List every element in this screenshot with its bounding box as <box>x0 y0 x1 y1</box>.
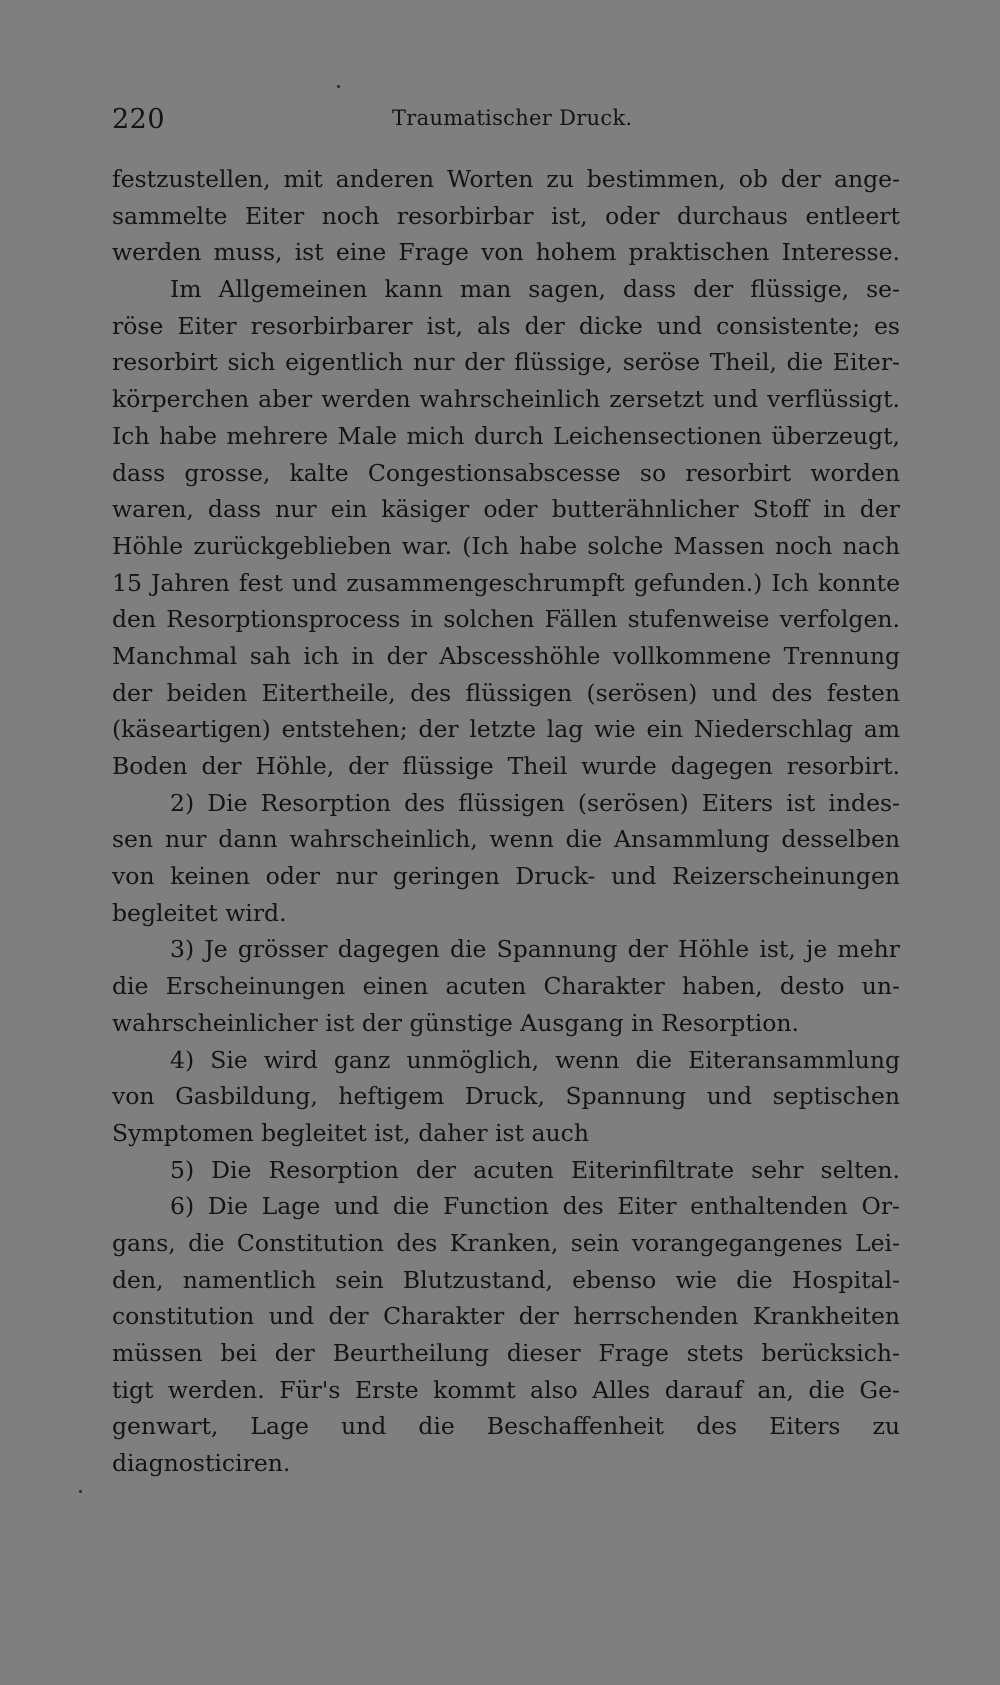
text-line: 2) Die Resorption des flüssigen (serösen) Eiters ist indes- <box>170 788 900 817</box>
text-line: Im Allgemeinen kann man sagen, dass der flüssige, se- <box>170 275 900 304</box>
text-line: constitution und der Charakter der herrschenden Krankheiten <box>112 1302 900 1331</box>
print-speck <box>79 1490 82 1493</box>
page-number: 220 <box>112 104 166 135</box>
body-text <box>112 161 900 1482</box>
text-line: von Gasbildung, heftigem Druck, Spannung und septischen <box>112 1082 900 1111</box>
page-header <box>112 104 900 144</box>
text-line: müssen bei der Beurtheilung dieser Frage stets berücksich- <box>112 1339 900 1367</box>
text-line: den Resorptionsprocess in solchen Fällen stufenweise verfolgen. <box>112 605 900 634</box>
text-line: 3) Je grösser dagegen die Spannung der Höhle ist, je mehr <box>170 935 900 964</box>
text-line: der beiden Eitertheile, des flüssigen (serösen) und des festen <box>112 678 900 707</box>
text-line: sen nur dann wahrscheinlich, wenn die Ansammlung desselben <box>112 825 900 854</box>
text-line: gans, die Constitution des Kranken, sein vorangegangenes Lei- <box>112 1228 900 1257</box>
text-line: 15 Jahren fest und zusammengeschrumpft gefunden.) Ich konnte <box>112 568 900 597</box>
text-line: wahrscheinlicher ist der günstige Ausgang in Resorption. <box>112 1008 800 1037</box>
text-line: die Erscheinungen einen acuten Charakter haben, desto un- <box>112 972 900 1001</box>
text-line: 4) Sie wird ganz unmöglich, wenn die Eiteransammlung <box>170 1045 900 1074</box>
text-line: Höhle zurückgeblieben war. (Ich habe solche Massen noch nach <box>112 531 900 560</box>
print-speck <box>337 85 340 88</box>
text-line: genwart, Lage und die Beschaffenheit des Eiters zu <box>112 1412 900 1441</box>
text-line: Manchmal sah ich in der Abscesshöhle vollkommene Trennung <box>112 641 900 670</box>
text-line: Boden der Höhle, der flüssige Theil wurde dagegen resorbirt. <box>112 752 900 780</box>
text-line: diagnosticiren. <box>112 1449 291 1478</box>
text-line: den, namentlich sein Blutzustand, ebenso wie die Hospital- <box>112 1265 900 1294</box>
text-line: dass grosse, kalte Congestionsabscesse so resorbirt worden <box>112 458 900 487</box>
text-line: (käseartigen) entstehen; der letzte lag wie ein Niederschlag am <box>112 715 900 744</box>
text-line: Ich habe mehrere Male mich durch Leichensectionen überzeugt, <box>112 421 900 450</box>
text-line: Symptomen begleitet ist, daher ist auch <box>112 1118 589 1147</box>
text-line: begleitet wird. <box>112 898 287 927</box>
text-line: sammelte Eiter noch resorbirbar ist, oder durchaus entleert <box>112 201 900 230</box>
text-line: 6) Die Lage und die Function des Eiter enthaltenden Or- <box>170 1192 900 1221</box>
text-line: röse Eiter resorbirbarer ist, als der dicke und consistente; es <box>112 311 900 340</box>
text-line: werden muss, ist eine Frage von hohem praktischen Interesse. <box>112 238 900 267</box>
text-line: von keinen oder nur geringen Druck- und Reizerscheinungen <box>112 862 900 891</box>
text-line: resorbirt sich eigentlich nur der flüssige, seröse Theil, die Eiter- <box>112 348 900 377</box>
text-line: körperchen aber werden wahrscheinlich zersetzt und verflüssigt. <box>112 385 900 414</box>
running-title: Traumatischer Druck. <box>392 106 633 130</box>
text-line: tigt werden. Für's Erste kommt also Alles darauf an, die Ge- <box>112 1375 900 1404</box>
text-line: 5) Die Resorption der acuten Eiterinfiltrate sehr selten. <box>170 1155 900 1184</box>
text-line: waren, dass nur ein käsiger oder butterähnlicher Stoff in der <box>112 495 900 524</box>
text-line: festzustellen, mit anderen Worten zu bestimmen, ob der ange- <box>112 165 900 193</box>
